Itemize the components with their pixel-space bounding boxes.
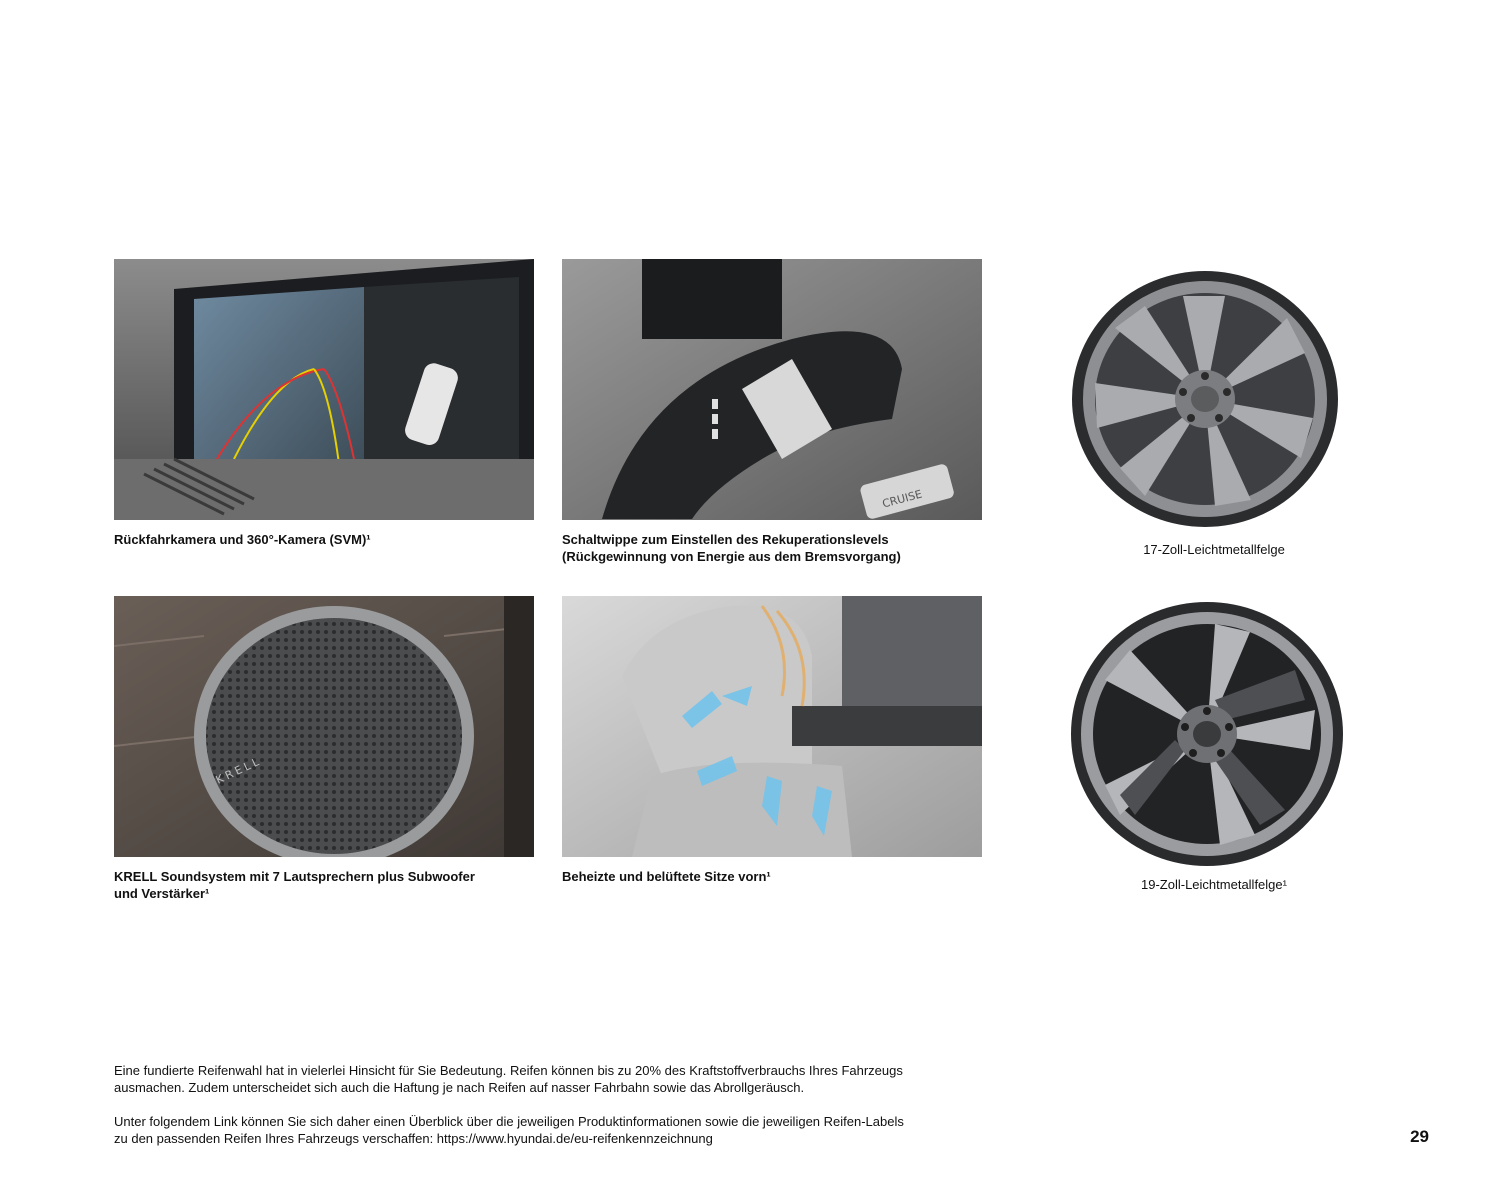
seats-caption	[562, 868, 771, 885]
cruise-button-label: CRUISE	[880, 487, 924, 511]
caption-line: Beheizte und belüftete Sitze vorn¹	[562, 869, 771, 884]
19-inch-alloy-wheel	[1065, 600, 1349, 868]
page-number: 29	[1410, 1127, 1429, 1146]
caption-line: Rückfahrkamera und 360°-Kamera (SVM)¹	[114, 532, 371, 547]
caption-line: Schaltwippe zum Einstellen des Rekuperationslevels	[562, 532, 889, 547]
tire-info-paragraph-2	[114, 1113, 994, 1147]
camera-caption	[114, 531, 371, 548]
footnote-line: Eine fundierte Reifenwahl hat in vielerlei Hinsicht für Sie Bedeutung. Reifen können bis zu 20% des Kraftstoffverbrauchs Ihres Fahrzeugs	[114, 1063, 903, 1078]
caption-line: KRELL Soundsystem mit 7 Lautsprechern plus Subwoofer	[114, 869, 475, 884]
tire-info-paragraph-1	[114, 1062, 994, 1096]
regeneration-paddle-photo	[562, 259, 982, 520]
ventilated-seats-photo	[562, 596, 982, 857]
caption-line: und Verstärker¹	[114, 886, 210, 901]
caption-line: (Rückgewinnung von Energie aus dem Bremsvorgang)	[562, 549, 901, 564]
17-inch-alloy-wheel	[1065, 268, 1345, 530]
krell-caption	[114, 868, 475, 902]
wheel17-caption: 17-Zoll-Leichtmetallfelge	[1143, 542, 1285, 557]
krell-speaker-photo	[114, 596, 534, 857]
rear-camera-display-photo	[114, 259, 534, 520]
footnote-line: ausmachen. Zudem unterscheidet sich auch die Haftung je nach Reifen auf nasser Fahrbahn sowie das Abrollgeräusch.	[114, 1080, 805, 1095]
krell-logo-label: KRELL	[213, 754, 264, 787]
footnote-line: zu den passenden Reifen Ihres Fahrzeugs verschaffen: https://www.hyundai.de/eu-reifenkennzeichnung	[114, 1131, 713, 1146]
wheel19-caption: 19-Zoll-Leichtmetallfelge¹	[1141, 877, 1287, 892]
paddle-caption	[562, 531, 901, 565]
footnote-line: Unter folgendem Link können Sie sich daher einen Überblick über die jeweiligen Produktinformationen sowie die jeweiligen Reifen-Labels	[114, 1114, 904, 1129]
